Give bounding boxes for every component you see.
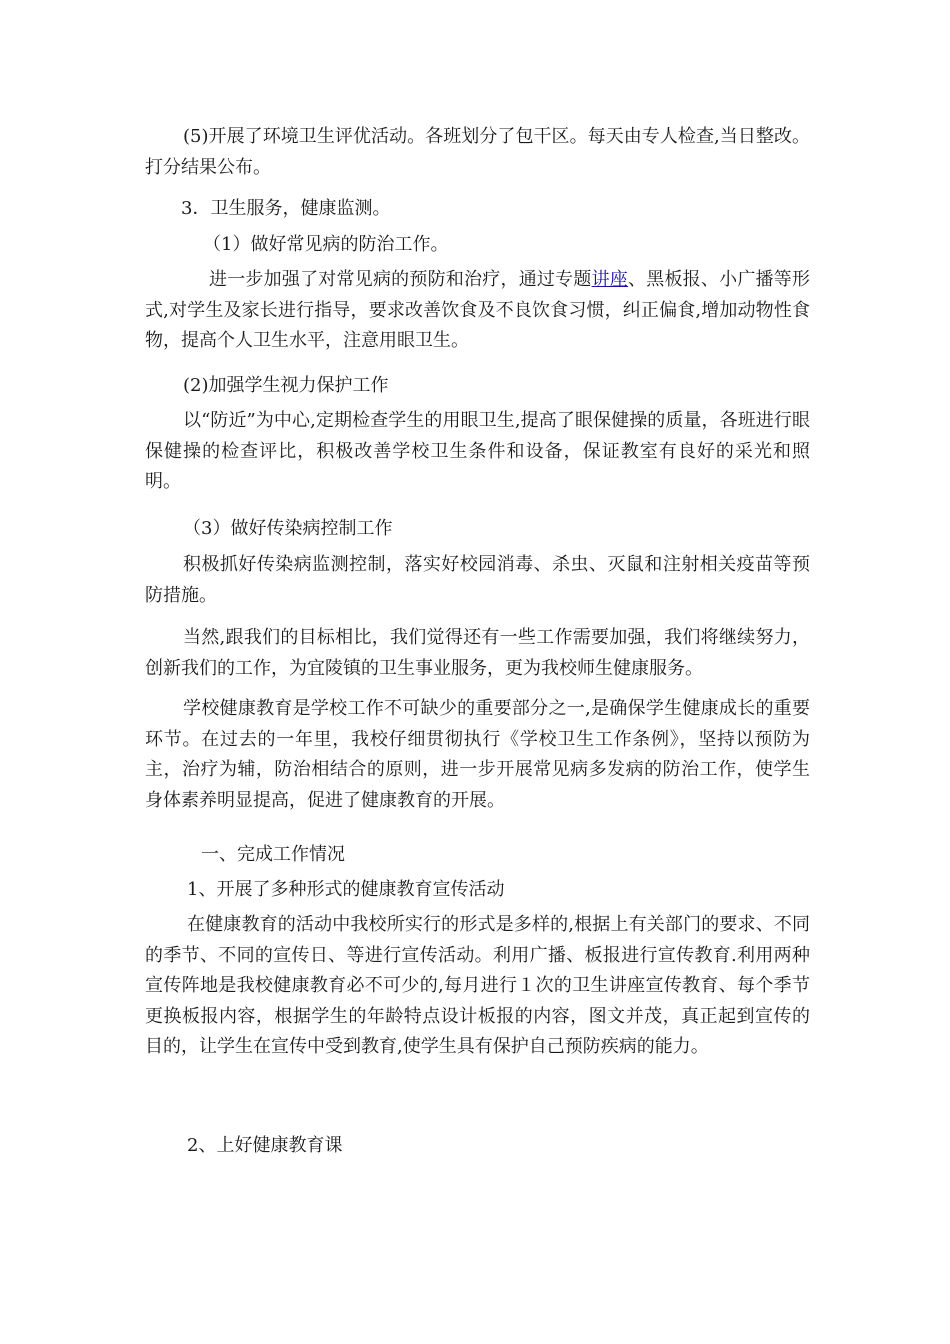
paragraph-infectious-disease: 积极抓好传染病监测控制，落实好校园消毒、杀虫、灭鼠和注射相关疫苗等预防措施。 xyxy=(145,554,810,606)
paragraph-environment-hygiene: (5)开展了环境卫生评优活动。各班划分了包干区。每天由专人检查,当日整改。打分结果公布。 xyxy=(145,126,810,178)
paragraph-vision-protection: 以“防近”为中心,定期检查学生的用眼卫生,提高了眼保健操的质量，各班进行眼保健操的检查评比，积极改善学校卫生条件和设备，保证教室有良好的采光和照明。 xyxy=(145,410,810,492)
lecture-link[interactable]: 讲座 xyxy=(591,269,629,290)
paragraph-future-work: 当然,跟我们的目标相比，我们觉得还有一些工作需要加强，我们将继续努力，创新我们的工作，为宜陵镇的卫生事业服务，更为我校师生健康服务。 xyxy=(145,627,810,679)
subheading-health-class: 2、上好健康教育课 xyxy=(187,1135,343,1156)
subheading-vision-protection: (2)加强学生视力保护工作 xyxy=(183,375,389,396)
paragraph-school-health-education: 学校健康教育是学校工作不可缺少的重要部分之一,是确保学生健康成长的重要环节。在过去的一年里，我校仔细贯彻执行《学校卫生工作条例》，坚持以预防为主，治疗为辅，防治相结合的原则，进一步开展常见病多发病的防治工作，使学生身体素养明显提高，促进了健康教育的开展。 xyxy=(145,698,810,811)
paragraph-text-before-link: 进一步加强了对常见病的预防和治疗，通过专题 xyxy=(209,269,592,290)
section-heading-work-completed: 一、完成工作情况 xyxy=(201,844,345,865)
paragraph-common-disease xyxy=(145,265,810,357)
section-heading-health-service: 3．卫生服务，健康监测。 xyxy=(181,198,391,219)
subheading-publicity-activities: 1、开展了多种形式的健康教育宣传活动 xyxy=(187,879,505,900)
subheading-infectious-disease: （3）做好传染病控制工作 xyxy=(183,518,393,539)
paragraph-publicity-activities: 在健康教育的活动中我校所实行的形式是多样的,根据上有关部门的要求、不同的季节、不同的宣传日、等进行宣传活动。利用广播、板报进行宣传教育.利用两种宣传阵地是我校健康教育必不可少的,每月进行１次的卫生讲座宣传教育、每个季节更换板报内容，根据学生的年龄特点设计板报的内容，图文并茂，真正起到宣传的目的，让学生在宣传中受到教育,使学生具有保护自己预防疾病的能力。 xyxy=(145,914,810,1057)
paragraph-text-after-link: 、黑板报、小广播等形式,对学生及家长进行指导，要求改善饮食及不良饮食习惯，纠正偏食,增加动物性食物，提高个人卫生水平，注意用眼卫生。 xyxy=(145,269,810,351)
subheading-common-disease: （1）做好常见病的防治工作。 xyxy=(203,234,449,255)
